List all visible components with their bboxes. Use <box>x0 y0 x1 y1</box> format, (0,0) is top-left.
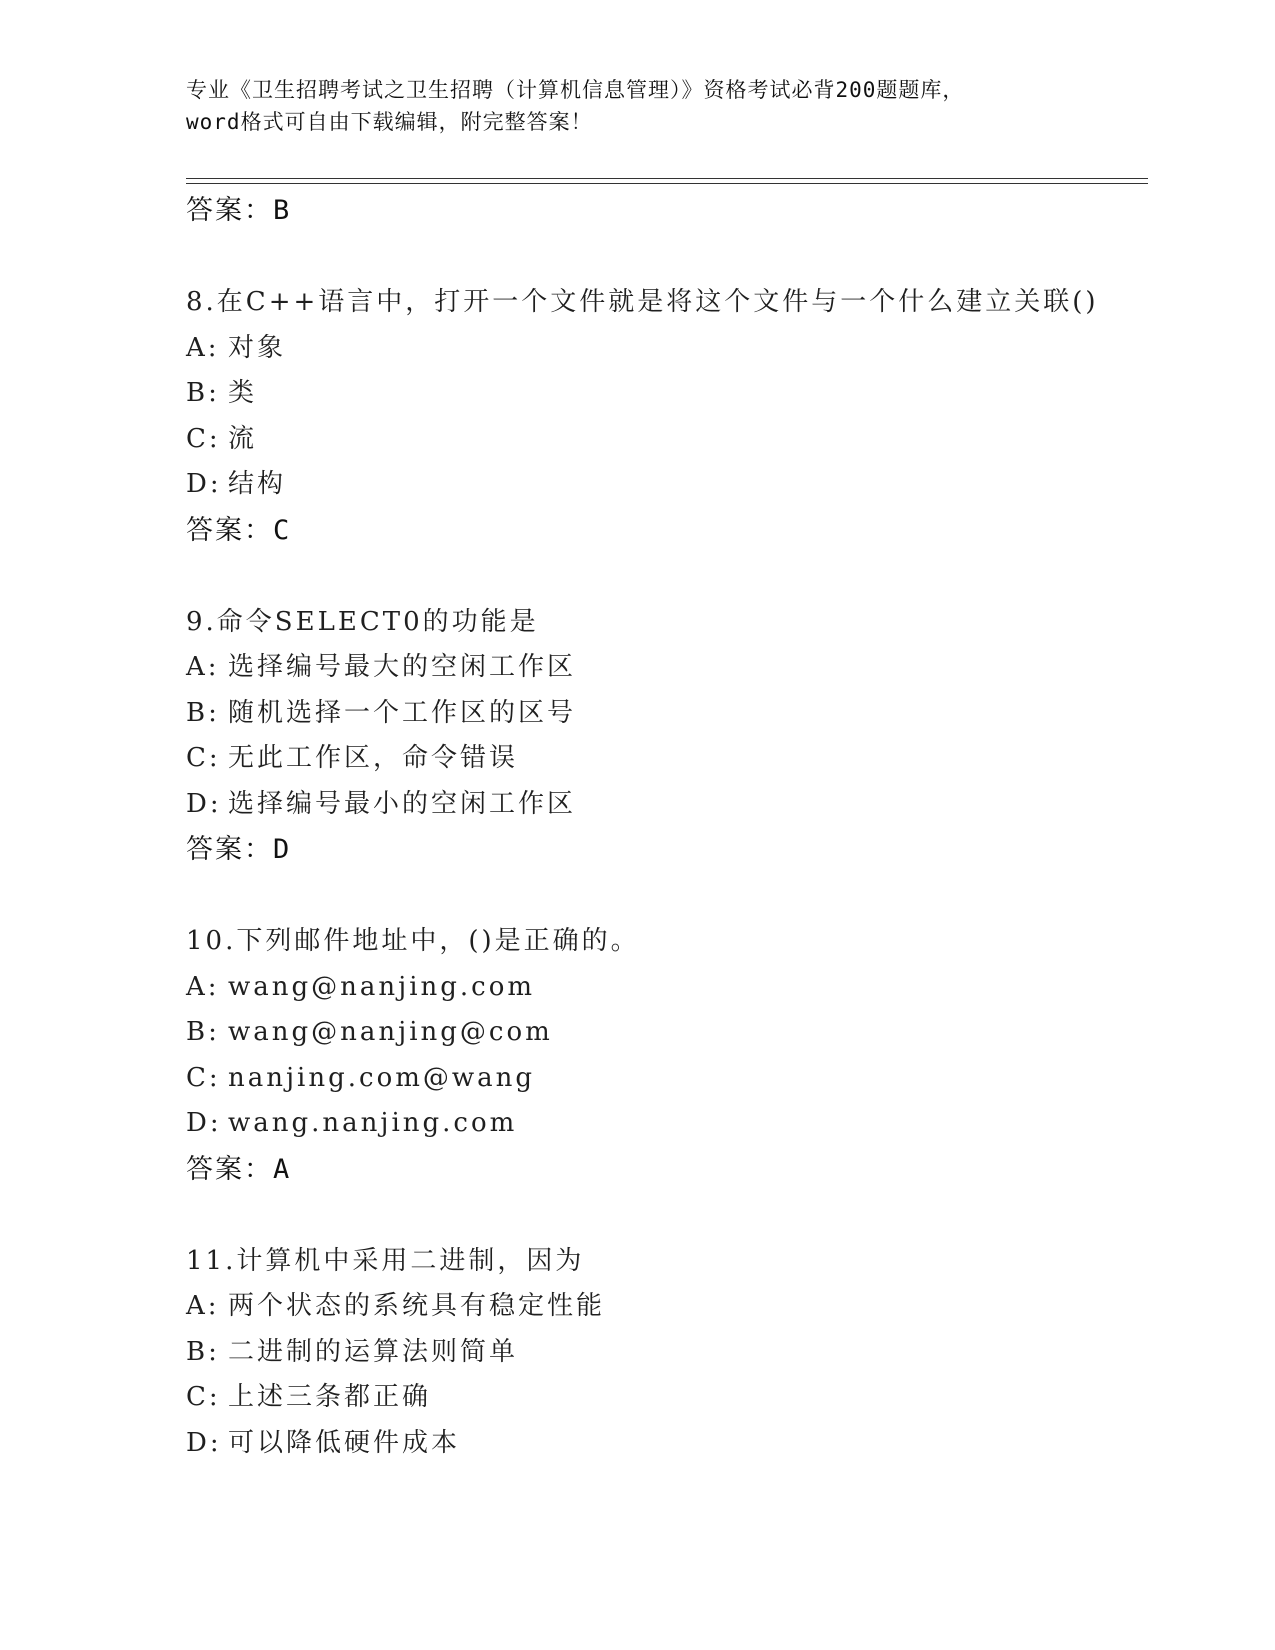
question-text: 9.命令SELECT0的功能是 <box>186 606 539 637</box>
option-c <box>186 417 1146 463</box>
question-list <box>186 188 1146 1466</box>
option-d <box>186 782 1146 828</box>
option-a <box>186 1284 1146 1330</box>
option-letter: B: <box>186 1336 220 1367</box>
option-c <box>186 1056 1146 1102</box>
option-letter: D: <box>186 788 222 819</box>
option-b <box>186 371 1146 417</box>
option-c <box>186 736 1146 782</box>
option-d <box>186 462 1146 508</box>
option-letter: A: <box>186 652 220 682</box>
option-letter: D: <box>186 469 222 499</box>
option-letter: A: <box>186 971 220 1002</box>
question-8 <box>186 280 1146 554</box>
option-letter: B: <box>186 1017 220 1047</box>
option-d <box>186 1101 1146 1147</box>
option-letter: C: <box>186 1062 221 1093</box>
header-divider-bottom <box>186 183 1148 184</box>
question-9 <box>186 600 1146 874</box>
option-text: 无此工作区，命令错误 <box>228 743 519 773</box>
option-text: wang@nanjing.com <box>228 971 536 1002</box>
option-letter: D: <box>186 1427 222 1458</box>
option-b <box>186 691 1146 737</box>
option-text: 流 <box>228 423 258 454</box>
option-text: wang.nanjing.com <box>228 1108 518 1138</box>
option-b <box>186 1330 1146 1376</box>
option-text: 选择编号最大的空闲工作区 <box>228 652 577 682</box>
answer-line: 答案：D <box>186 834 292 865</box>
option-letter: A: <box>186 332 220 363</box>
answer-line: 答案：A <box>186 1153 292 1185</box>
option-letter: C: <box>186 1382 221 1412</box>
option-b <box>186 1010 1146 1056</box>
option-text: 结构 <box>228 469 287 499</box>
header-divider-top <box>186 178 1148 179</box>
question-11 <box>186 1239 1146 1467</box>
option-text: 二进制的运算法则简单 <box>228 1336 519 1367</box>
option-a <box>186 326 1146 372</box>
header-line-1: 专业《卫生招聘考试之卫生招聘（计算机信息管理）》资格考试必背200题题库， <box>186 78 965 102</box>
option-letter: D: <box>186 1108 222 1138</box>
option-letter: B: <box>186 378 220 408</box>
option-letter: C: <box>186 743 221 773</box>
option-text: 对象 <box>228 332 287 363</box>
option-a <box>186 645 1146 691</box>
option-letter: C: <box>186 423 221 454</box>
option-c <box>186 1375 1146 1421</box>
answer-line: 答案：B <box>186 195 292 226</box>
option-letter: A: <box>186 1291 220 1321</box>
option-text: 两个状态的系统具有稳定性能 <box>228 1291 606 1321</box>
document-header <box>186 74 1086 138</box>
option-text: 可以降低硬件成本 <box>228 1427 461 1458</box>
option-letter: B: <box>186 697 220 728</box>
answer-line: 答案：C <box>186 514 292 546</box>
option-text: nanjing.com@wang <box>228 1062 536 1093</box>
option-text: wang@nanjing@com <box>228 1017 553 1047</box>
question-10 <box>186 919 1146 1193</box>
option-text: 上述三条都正确 <box>228 1382 432 1412</box>
option-a <box>186 965 1146 1011</box>
question-text: 10.下列邮件地址中，()是正确的。 <box>186 926 640 956</box>
question-text: 8.在C++语言中，打开一个文件就是将这个文件与一个什么建立关联() <box>186 287 1099 317</box>
question-text: 11.计算机中采用二进制，因为 <box>186 1245 585 1276</box>
option-text: 选择编号最小的空闲工作区 <box>228 788 577 819</box>
option-text: 类 <box>228 378 258 408</box>
option-text: 随机选择一个工作区的区号 <box>228 697 577 728</box>
header-line-2: word格式可自由下载编辑，附完整答案！ <box>186 110 593 134</box>
option-d <box>186 1421 1146 1467</box>
